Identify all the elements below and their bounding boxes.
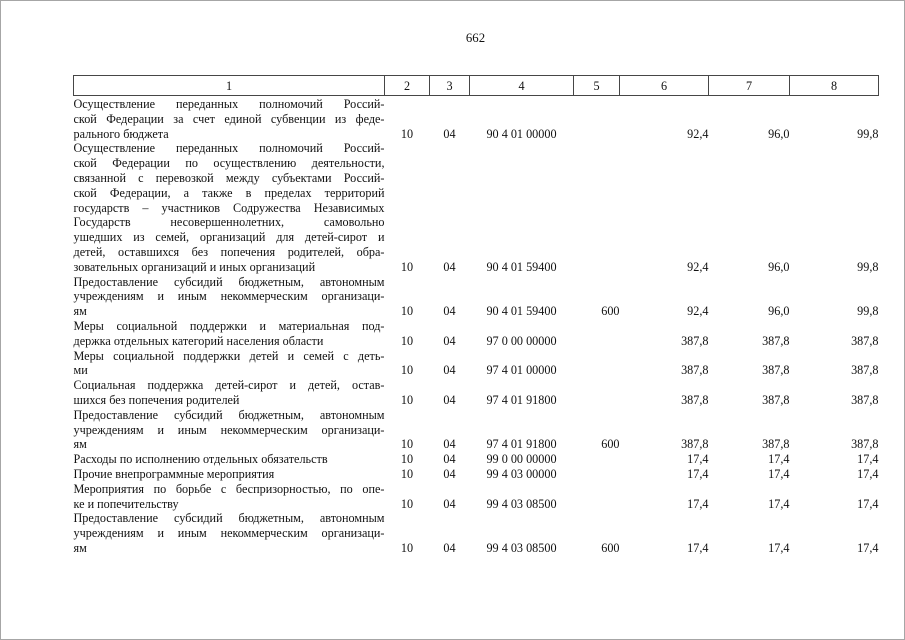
row-label-line: Осуществление переданных полномочий Россий-	[73, 97, 385, 111]
row-label-line: шихся без попечения родителей	[73, 392, 240, 407]
amount-col-6: 17,4	[687, 496, 709, 511]
amount-col-7: 96,0	[768, 304, 790, 319]
target-article-code: 97 4 01 91800	[486, 392, 557, 407]
razdel: 10	[400, 363, 414, 378]
row-label	[74, 452, 385, 467]
amount-col-8: 17,4	[857, 540, 879, 555]
razdel: 10	[400, 437, 414, 452]
expense-type-code	[574, 452, 620, 467]
column-header-3: 3	[430, 76, 470, 96]
razdel: 10	[400, 496, 414, 511]
row-label-line: Расходы по исполнению отдельных обязательств	[73, 452, 328, 467]
row-label-line: ям	[73, 437, 87, 452]
podrazdel: 04	[443, 452, 456, 467]
razdel: 10	[400, 452, 414, 467]
amount-col-8: 387,8	[851, 363, 879, 378]
target-article-code: 99 4 03 08500	[486, 496, 557, 511]
podrazdel: 04	[443, 304, 456, 319]
row-label-line: рального бюджета	[73, 126, 169, 141]
row-label-line: ской Федерации за счет единой субвенции из феде-	[73, 111, 385, 126]
amount-col-6: 387,8	[681, 363, 709, 378]
column-header-6: 6	[620, 76, 709, 96]
razdel: 10	[400, 540, 414, 555]
row-label	[74, 275, 385, 319]
row-label-line: Социальная поддержка детей-сирот и детей, остав-	[73, 378, 385, 393]
column-header-5: 5	[574, 76, 620, 96]
column-header-1: 1	[74, 76, 385, 96]
amount-col-7: 17,4	[768, 540, 790, 555]
row-label-line: Предоставление субсидий бюджетным, автономным	[73, 407, 385, 422]
podrazdel: 04	[443, 333, 456, 348]
target-article-code: 90 4 01 00000	[486, 126, 557, 141]
row-label-line: ке и попечительству	[73, 496, 179, 511]
razdel: 10	[400, 304, 414, 319]
expense-type-code	[574, 319, 620, 349]
column-header-4: 4	[470, 76, 574, 96]
row-label-line: ми	[73, 363, 88, 378]
razdel: 10	[400, 392, 414, 407]
expense-type-code	[574, 141, 620, 274]
razdel: 10	[400, 333, 414, 348]
podrazdel: 04	[443, 259, 456, 274]
amount-col-8: 17,4	[857, 466, 879, 481]
amount-col-8: 17,4	[857, 496, 879, 511]
row-label-line: зовательных организаций и иных организаций	[73, 259, 316, 274]
target-article-code: 99 0 00 00000	[486, 452, 557, 467]
amount-col-7: 387,8	[762, 437, 790, 452]
row-label-line: Предоставление субсидий бюджетным, автономным	[73, 274, 385, 289]
target-article-code: 97 4 01 00000	[486, 363, 557, 378]
row-label-line: ской Федерации, а также в пределах территорий	[73, 185, 385, 200]
amount-col-6: 17,4	[687, 540, 709, 555]
row-label-line: Прочие внепрограммные мероприятия	[73, 466, 275, 481]
row-label	[74, 141, 385, 274]
amount-col-8: 387,8	[851, 437, 879, 452]
amount-col-7: 17,4	[768, 466, 790, 481]
row-label	[74, 467, 385, 482]
expense-type-code: 600	[601, 304, 620, 319]
column-header-8: 8	[790, 76, 879, 96]
row-label-line: Меры социальной поддержки и материальная под-	[73, 318, 385, 333]
row-label-line: ям	[73, 540, 87, 555]
amount-col-8: 99,8	[857, 126, 879, 141]
row-label-line: Осуществление переданных полномочий Россий-	[73, 141, 385, 156]
target-article-code: 99 4 03 00000	[486, 466, 557, 481]
page-number: 662	[465, 31, 486, 45]
amount-col-7: 387,8	[762, 333, 790, 348]
target-article-code: 97 4 01 91800	[486, 437, 557, 452]
table-row	[74, 349, 879, 379]
expense-type-code	[574, 349, 620, 379]
amount-col-8: 387,8	[851, 392, 879, 407]
row-label-line: учреждениям и иным некоммерческим организаци-	[73, 422, 385, 437]
row-label-line: ской Федерации по осуществлению деятельности,	[73, 156, 385, 171]
target-article-code: 97 0 00 00000	[486, 333, 557, 348]
row-label	[74, 378, 385, 408]
amount-col-8: 99,8	[857, 304, 879, 319]
podrazdel: 04	[443, 437, 456, 452]
amount-col-6: 92,4	[687, 259, 709, 274]
amount-col-8: 17,4	[857, 452, 879, 467]
amount-col-6: 92,4	[687, 126, 709, 141]
table-row	[74, 511, 879, 555]
amount-col-6: 387,8	[681, 333, 709, 348]
row-label-line: учреждениям и иным некоммерческим организаци-	[73, 289, 385, 304]
table-row	[74, 319, 879, 349]
amount-col-8: 99,8	[857, 259, 879, 274]
table-row	[74, 408, 879, 452]
expense-type-code: 600	[601, 540, 620, 555]
razdel: 10	[400, 259, 414, 274]
row-label	[74, 319, 385, 349]
row-label	[74, 482, 385, 512]
table-row	[74, 452, 879, 467]
table-body	[74, 96, 879, 556]
row-label	[74, 349, 385, 379]
expense-type-code	[574, 378, 620, 408]
podrazdel: 04	[443, 392, 456, 407]
row-label-line: Государств несовершеннолетних, самовольно	[73, 215, 385, 230]
row-label-line: Меры социальной поддержки детей и семей с деть-	[73, 348, 385, 363]
row-label-line: Предоставление субсидий бюджетным, автономным	[73, 511, 385, 526]
expense-type-code	[574, 467, 620, 482]
amount-col-7: 17,4	[768, 496, 790, 511]
expense-type-code	[574, 96, 620, 142]
expense-type-code	[574, 482, 620, 512]
amount-col-7: 96,0	[768, 259, 790, 274]
row-label-line: государств – участников Содружества Независимых	[73, 200, 385, 215]
row-label-line: детей, оставшихся без попечения родителей, обра-	[73, 244, 385, 259]
row-label-line: ушедших из семей, организаций для детей-сирот и	[73, 230, 385, 245]
row-label-line: учреждениям и иным некоммерческим организаци-	[73, 526, 385, 541]
amount-col-6: 92,4	[687, 304, 709, 319]
row-label	[74, 511, 385, 555]
razdel: 10	[400, 466, 414, 481]
row-label	[74, 96, 385, 142]
table-row	[74, 482, 879, 512]
target-article-code: 90 4 01 59400	[486, 259, 557, 274]
table-row	[74, 275, 879, 319]
amount-col-6: 387,8	[681, 392, 709, 407]
table-header-row	[74, 76, 879, 96]
podrazdel: 04	[443, 126, 456, 141]
amount-col-6: 17,4	[687, 466, 709, 481]
podrazdel: 04	[443, 496, 456, 511]
target-article-code: 90 4 01 59400	[486, 304, 557, 319]
amount-col-7: 17,4	[768, 452, 790, 467]
budget-table	[73, 75, 879, 556]
razdel: 10	[400, 126, 414, 141]
expense-type-code: 600	[601, 437, 620, 452]
table-row	[74, 96, 879, 142]
table-row	[74, 378, 879, 408]
amount-col-6: 17,4	[687, 452, 709, 467]
amount-col-7: 387,8	[762, 363, 790, 378]
column-header-7: 7	[709, 76, 790, 96]
podrazdel: 04	[443, 363, 456, 378]
row-label-line: связанной с перевозкой между субъектами Россий-	[73, 170, 385, 185]
column-header-2: 2	[385, 76, 430, 96]
table-header	[74, 76, 879, 96]
target-article-code: 99 4 03 08500	[486, 540, 557, 555]
row-label	[74, 408, 385, 452]
amount-col-7: 387,8	[762, 392, 790, 407]
podrazdel: 04	[443, 466, 456, 481]
row-label-line: ям	[73, 304, 87, 319]
row-label-line: Мероприятия по борьбе с беспризорностью, по опе-	[73, 481, 385, 496]
amount-col-8: 387,8	[851, 333, 879, 348]
row-label-line: держка отдельных категорий населения области	[73, 333, 324, 348]
table-row	[74, 141, 879, 274]
podrazdel: 04	[443, 540, 456, 555]
amount-col-7: 96,0	[768, 126, 790, 141]
amount-col-6: 387,8	[681, 437, 709, 452]
table-row	[74, 467, 879, 482]
